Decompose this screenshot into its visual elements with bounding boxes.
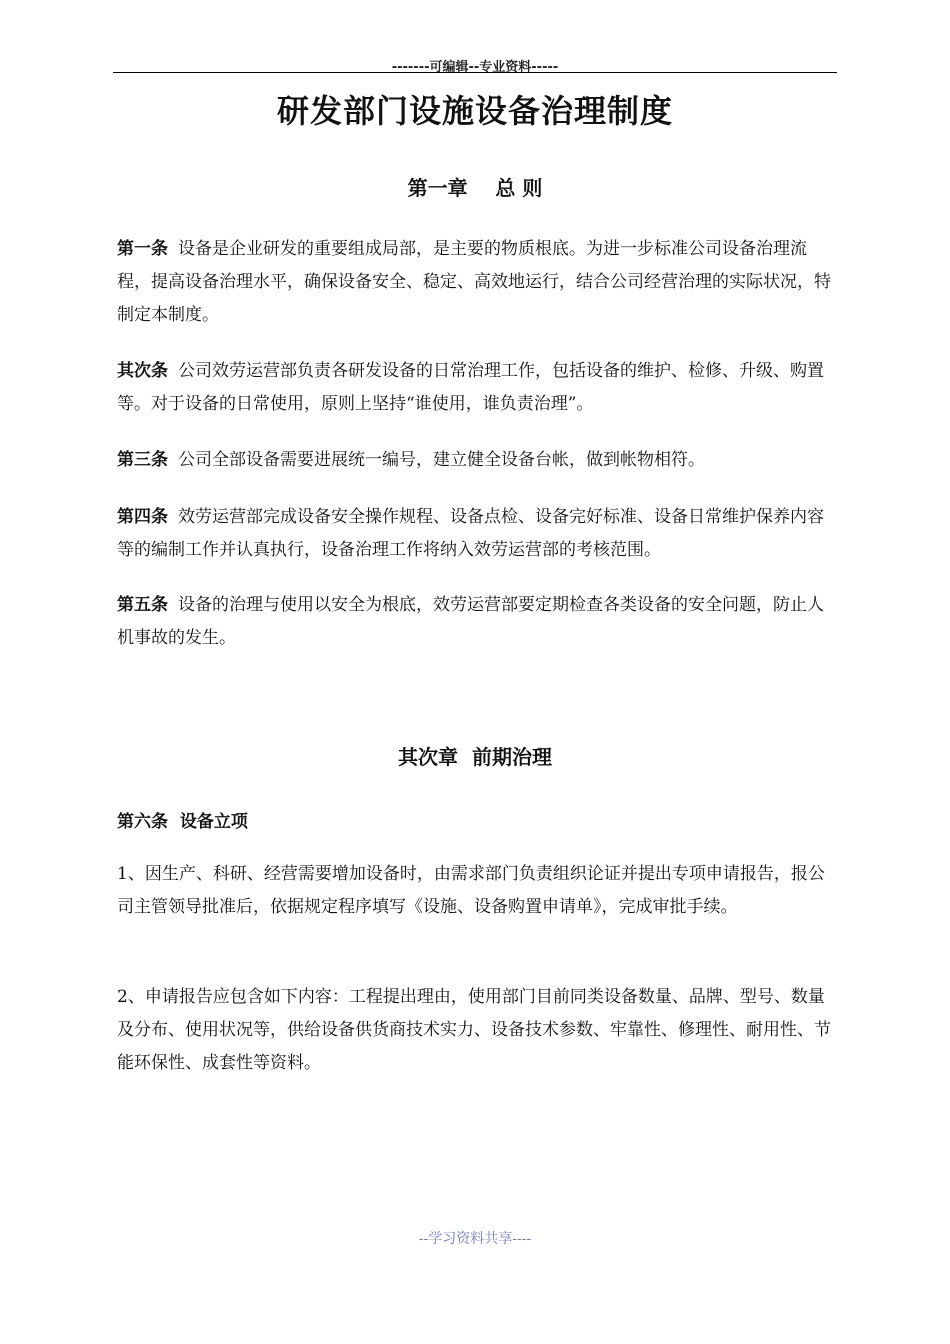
article-text: 效劳运营部完成设备安全操作规程、设备点检、设备完好标准、设备日常维护保养内容等的编制工作并认真执行，设备治理工作将纳入效劳运营部的考核范围。 xyxy=(117,507,824,560)
article-label: 其次条 xyxy=(117,361,168,381)
list-item: 2、申请报告应包含如下内容：工程提出理由，使用部门目前同类设备数量、品牌、型号、数量及分布、使用状况等，供给设备供货商技术实力、设备技术参数、牢靠性、修理性、耐用性、节能环保性、成套性等资料。 xyxy=(117,987,831,1073)
article-4 xyxy=(117,501,833,567)
article-text: 公司效劳运营部负责各研发设备的日常治理工作，包括设备的维护、检修、升级、购置等。对于设备的日常使用，原则上坚持“谁使用，谁负责治理”。 xyxy=(117,361,824,414)
document-title: 研发部门设施设备治理制度 xyxy=(276,92,673,130)
article-5 xyxy=(117,589,833,655)
article-label: 第四条 xyxy=(117,507,168,527)
article-3 xyxy=(117,444,833,477)
list-item: 1、因生产、科研、经营需要增加设备时，由需求部门负责组织论证并提出专项申请报告，报公司主管领导批准后，依据规定程序填写《设施、设备购置申请单》，完成审批手续。 xyxy=(117,864,825,917)
article-2 xyxy=(117,355,833,421)
page-header: -------可编辑--专业资料----- xyxy=(391,60,559,75)
chapter-2-heading: 其次章 前期治理 xyxy=(398,745,552,769)
article-label: 第三条 xyxy=(117,450,168,470)
page-footer: --学习资料共享---- xyxy=(418,1231,532,1247)
article-label: 第五条 xyxy=(117,595,168,615)
header-divider xyxy=(113,72,837,73)
article-text: 公司全部设备需要进展统一编号，建立健全设备台帐，做到帐物相符。 xyxy=(178,450,705,470)
article-6-heading: 第六条 设备立项 xyxy=(117,812,248,832)
article-1 xyxy=(117,233,833,332)
article-text: 设备的治理与使用以安全为根底，效劳运营部要定期检查各类设备的安全问题，防止人机事故的发生。 xyxy=(117,595,824,648)
chapter-1-heading: 第一章 总 则 xyxy=(407,176,543,200)
article-label: 第一条 xyxy=(117,239,168,259)
article-text: 设备是企业研发的重要组成局部，是主要的物质根底。为进一步标准公司设备治理流程，提高设备治理水平，确保设备安全、稳定、高效地运行，结合公司经营治理的实际状况，特制定本制度。 xyxy=(117,239,831,325)
